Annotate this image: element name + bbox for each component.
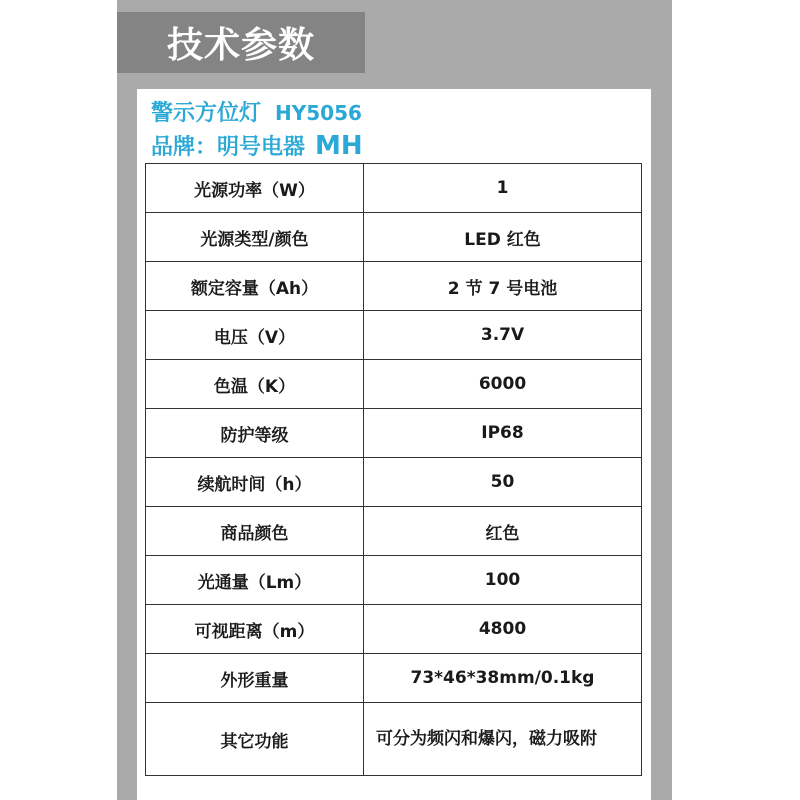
table-row — [146, 654, 642, 703]
brand-line — [151, 130, 363, 161]
spec-value: 3.7V — [364, 311, 642, 360]
spec-label: 防护等级 — [146, 409, 364, 458]
spec-label: 光通量（Lm） — [146, 556, 364, 605]
table-row — [146, 605, 642, 654]
spec-label: 色温（K） — [146, 360, 364, 409]
spec-label: 其它功能 — [146, 703, 364, 776]
spec-table — [145, 163, 642, 776]
spec-value: 可分为频闪和爆闪，磁力吸附 — [364, 703, 642, 776]
spec-value: 73*46*38mm/0.1kg — [364, 654, 642, 703]
brand-mark: MH — [315, 131, 363, 161]
spec-value: IP68 — [364, 409, 642, 458]
spec-value: 4800 — [364, 605, 642, 654]
spec-label: 光源功率（W） — [146, 164, 364, 213]
spec-value: 红色 — [364, 507, 642, 556]
table-row — [146, 703, 642, 776]
spec-label: 额定容量（Ah） — [146, 262, 364, 311]
spec-label: 商品颜色 — [146, 507, 364, 556]
spec-value: 1 — [364, 164, 642, 213]
table-row — [146, 360, 642, 409]
product-name: 警示方位灯 — [151, 101, 262, 126]
table-row — [146, 507, 642, 556]
spec-value: 50 — [364, 458, 642, 507]
table-row — [146, 311, 642, 360]
product-model: HY5056 — [275, 101, 362, 125]
table-row — [146, 213, 642, 262]
spec-value: LED 红色 — [364, 213, 642, 262]
product-name-line — [151, 96, 362, 127]
table-row — [146, 458, 642, 507]
spec-value: 6000 — [364, 360, 642, 409]
spec-label: 可视距离（m） — [146, 605, 364, 654]
brand-label: 品牌：明号电器 — [151, 135, 306, 160]
table-row — [146, 164, 642, 213]
spec-label: 外形重量 — [146, 654, 364, 703]
spec-label: 续航时间（h） — [146, 458, 364, 507]
header-bar — [117, 12, 365, 73]
table-row — [146, 556, 642, 605]
spec-value: 2 节 7 号电池 — [364, 262, 642, 311]
spec-label: 电压（V） — [146, 311, 364, 360]
table-row — [146, 409, 642, 458]
spec-value: 100 — [364, 556, 642, 605]
spec-label: 光源类型/颜色 — [146, 213, 364, 262]
page-title: 技术参数 — [166, 25, 315, 66]
table-row — [146, 262, 642, 311]
